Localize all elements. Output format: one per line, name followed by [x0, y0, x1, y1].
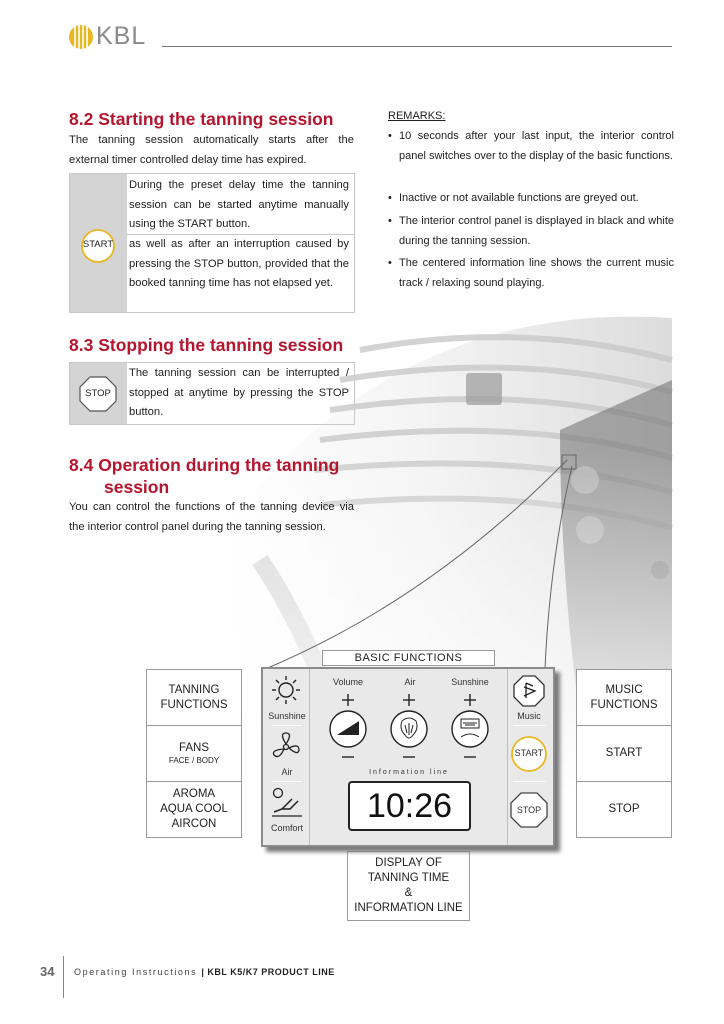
sunshine-icon[interactable]	[271, 675, 301, 705]
remark-item: • The interior control panel is displayed in black and white during the tanning session.	[388, 215, 674, 247]
stop-panel-label: STOP	[516, 805, 542, 815]
section-8-4-title: 8.4 Operation during the tanning	[69, 455, 340, 475]
footer-divider	[63, 956, 64, 998]
remark-item: • Inactive or not available functions are greyed out.	[388, 192, 639, 204]
volume-label: Volume	[332, 677, 364, 687]
sunshine-left-label: Sunshine	[268, 711, 306, 721]
separator	[513, 781, 545, 782]
remarks-title: REMARKS:	[388, 110, 446, 122]
remark-item: • The centered information line shows the current music track / relaxing sound playing.	[388, 257, 674, 289]
display-label: DISPLAY OF TANNING TIME & INFORMATION LINE	[347, 851, 470, 921]
separator	[513, 725, 545, 726]
start-icon-label: START	[82, 239, 114, 250]
fan-icon[interactable]	[271, 731, 301, 763]
remark-item: • 10 seconds after your last input, the interior control panel switches over to the display of the basic functions.	[388, 130, 674, 162]
stop-info-box	[69, 362, 355, 425]
start-info-box	[69, 173, 355, 313]
stop-icon-label: STOP	[85, 388, 111, 399]
section-8-2-title: 8.2 Starting the tanning session	[69, 109, 334, 129]
section-8-3-title: 8.3 Stopping the tanning session	[69, 335, 344, 355]
logo-icon	[68, 24, 94, 50]
music-icon[interactable]	[512, 674, 546, 708]
start-panel-label: START	[514, 748, 544, 758]
footer-text: Operating Instructions | KBL K5/K7 PRODUCT LINE	[74, 967, 335, 977]
comfort-icon[interactable]	[270, 787, 304, 819]
separator	[272, 725, 302, 726]
music-functions-label: MUSIC FUNCTIONS	[576, 669, 672, 726]
separator	[272, 781, 302, 782]
header-rule	[162, 46, 672, 47]
tanning-time-display: 10:26	[348, 781, 471, 831]
sunshine-top-label: Sunshine	[451, 677, 489, 687]
start-text-2: as well as after an interruption caused by pressing the STOP button, provided that the booked tanning time has not elapsed yet.	[129, 238, 349, 290]
page-number: 34	[40, 964, 55, 979]
section-8-4-intro: You can control the functions of the tanning device via the interior control panel during the tanning session.	[69, 501, 354, 533]
tanning-functions-label: TANNING FUNCTIONS	[146, 669, 242, 726]
control-buttons	[321, 691, 501, 767]
section-8-4-title-2: session	[104, 477, 170, 497]
start-text-1: During the preset delay time the tanning session can be started anytime manually using the START button.	[129, 179, 349, 231]
aroma-label: AROMA AQUA COOL AIRCON	[146, 781, 242, 838]
fans-label: FANS FACE / BODY	[146, 725, 242, 782]
stop-text: The tanning session can be interrupted / stopped at anytime by pressing the STOP button.	[129, 367, 349, 419]
logo-text: KBL	[96, 22, 147, 50]
start-label: START	[576, 725, 672, 782]
panel-divider	[309, 669, 310, 845]
info-line-label: Information line	[369, 769, 449, 776]
section-8-2-intro: The tanning session automatically starts after the external timer controlled delay time has expired.	[69, 134, 354, 166]
stop-label: STOP	[576, 781, 672, 838]
air-top-label: Air	[404, 677, 416, 687]
basic-functions-label: BASIC FUNCTIONS	[322, 650, 495, 666]
music-label: Music	[517, 711, 541, 721]
comfort-label: Comfort	[270, 823, 303, 833]
air-left-label: Air	[281, 767, 293, 777]
